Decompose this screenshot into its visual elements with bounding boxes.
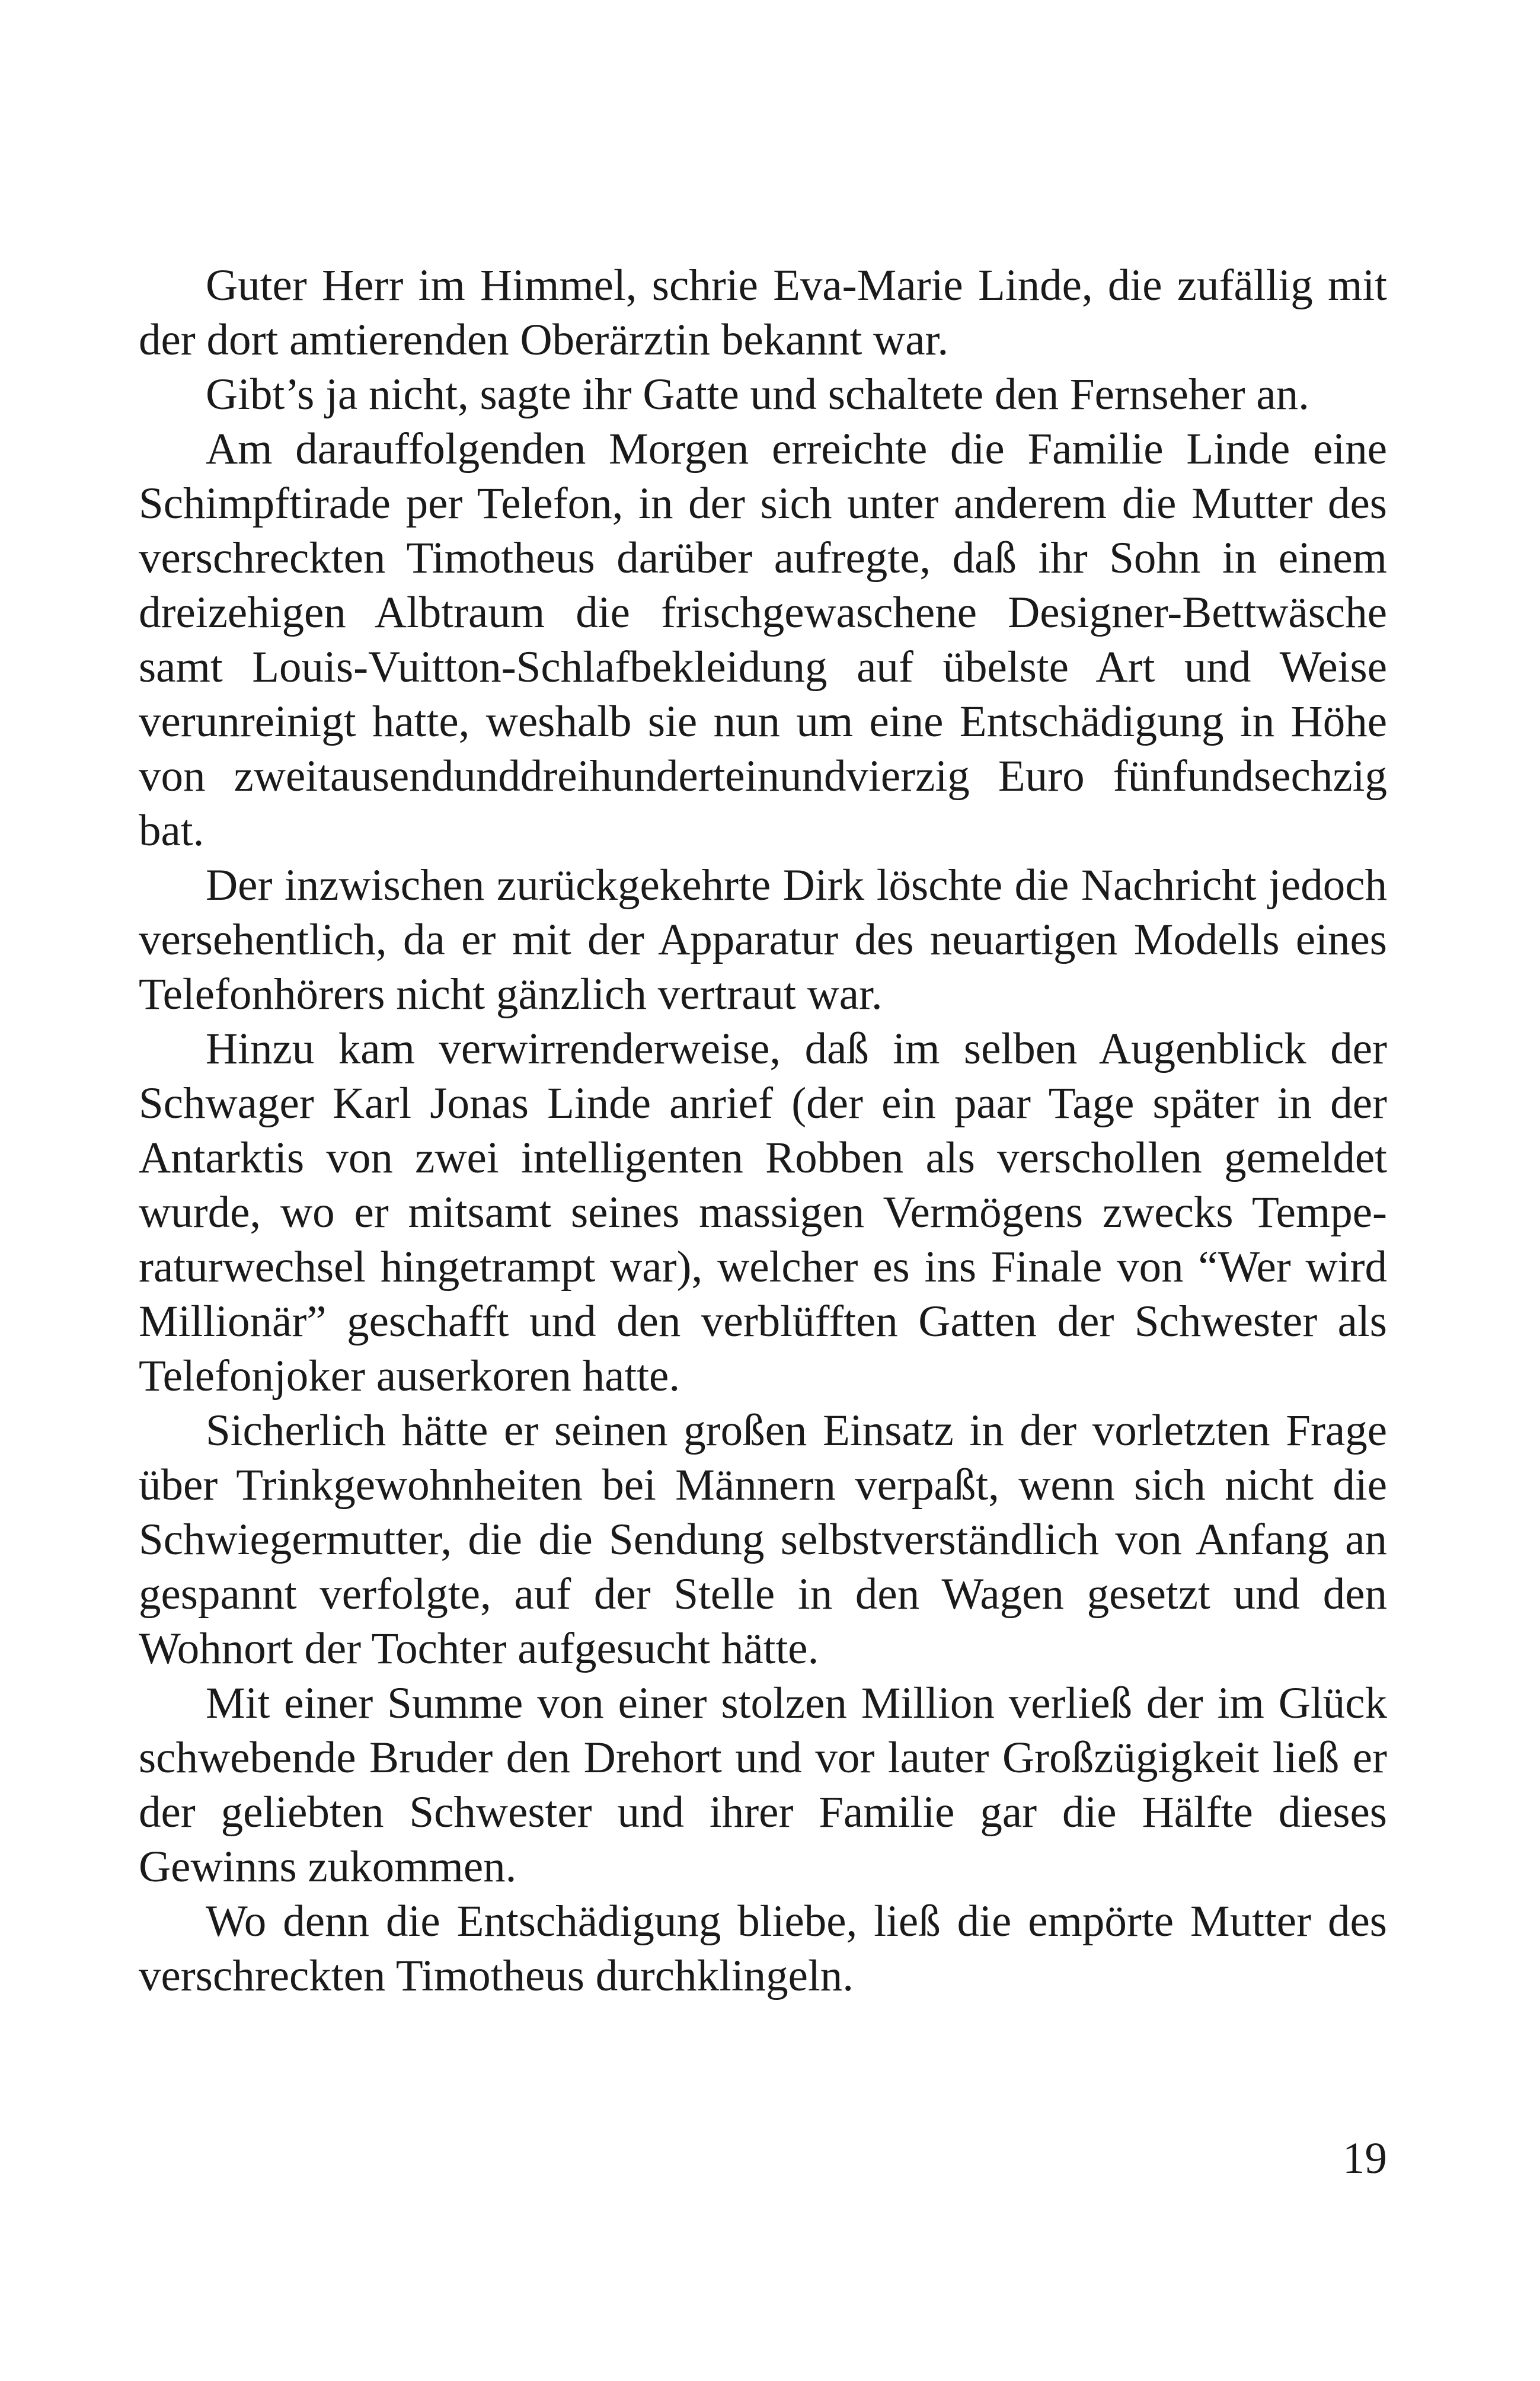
paragraph-4: Der inzwischen zurückgekehrte Dirk löschte die Nachricht jedoch versehentlich, da er mit der Apparatur des neuartigen Modells eines Telefonhörers nicht gänzlich vertraut war. xyxy=(139,861,1387,1019)
paragraph-7: Mit einer Summe von einer stolzen Million verließ der im Glück schwebende Bruder den Drehort und vor lauter Großzügigkeit ließ er der geliebten Schwester und ihrer Familie gar die Hälfte dieses Gewinns zukommen. xyxy=(139,1679,1387,1891)
paragraph-5: Hinzu kam verwirrenderweise, daß im selben Augenblick der Schwager Karl Jonas Linde anrief (der ein paar Tage später in der Antarktis von zwei intelligenten Robben als verschollen gemeldet wurde, wo er mitsamt seines massigen Vermögens zwecks Temperaturwechsel hingetrampt war), welcher es ins Finale von “Wer wird Millionär” geschafft und den verblüfften Gatten der Schwester als Telefonjoker auserkoren hatte. xyxy=(139,1024,1387,1401)
body-text xyxy=(139,258,1387,2003)
paragraph-1: Guter Herr im Himmel, schrie Eva-Marie Linde, die zufällig mit der dort amtierenden Oberärztin bekannt war. xyxy=(139,261,1387,365)
paragraph-3: Am darauffolgenden Morgen erreichte die Familie Linde eine Schimpftirade per Telefon, in der sich unter anderem die Mutter des verschreckten Timotheus darüber aufregte, daß ihr Sohn in einem dreizehigen Albtraum die frischgewaschene Designer-Bettwäsche samt Louis-Vuitton-Schlafbekleidung auf übelste Art und Weise verunreinigt hatte, weshalb sie nun um eine Entschädigung in Höhe von zweitausendunddreihunderteinundvierzig Euro fünfundsechzig bat. xyxy=(139,424,1387,855)
paragraph-8: Wo denn die Entschädigung bliebe, ließ die empörte Mutter des verschreckten Timotheus durchklingeln. xyxy=(139,1897,1387,2000)
page-number: 19 xyxy=(1343,2134,1387,2183)
paragraph-6: Sicherlich hätte er seinen großen Einsatz in der vorletzten Frage über Trinkgewohnheiten bei Männern verpaßt, wenn sich nicht die Schwiegermutter, die die Sendung selbstverständlich von Anfang an gespannt verfolgte, auf der Stelle in den Wagen gesetzt und den Wohnort der Tochter aufgesucht hätte. xyxy=(139,1406,1387,1673)
paragraph-2: Gibt’s ja nicht, sagte ihr Gatte und schaltete den Fernseher an. xyxy=(206,370,1309,419)
